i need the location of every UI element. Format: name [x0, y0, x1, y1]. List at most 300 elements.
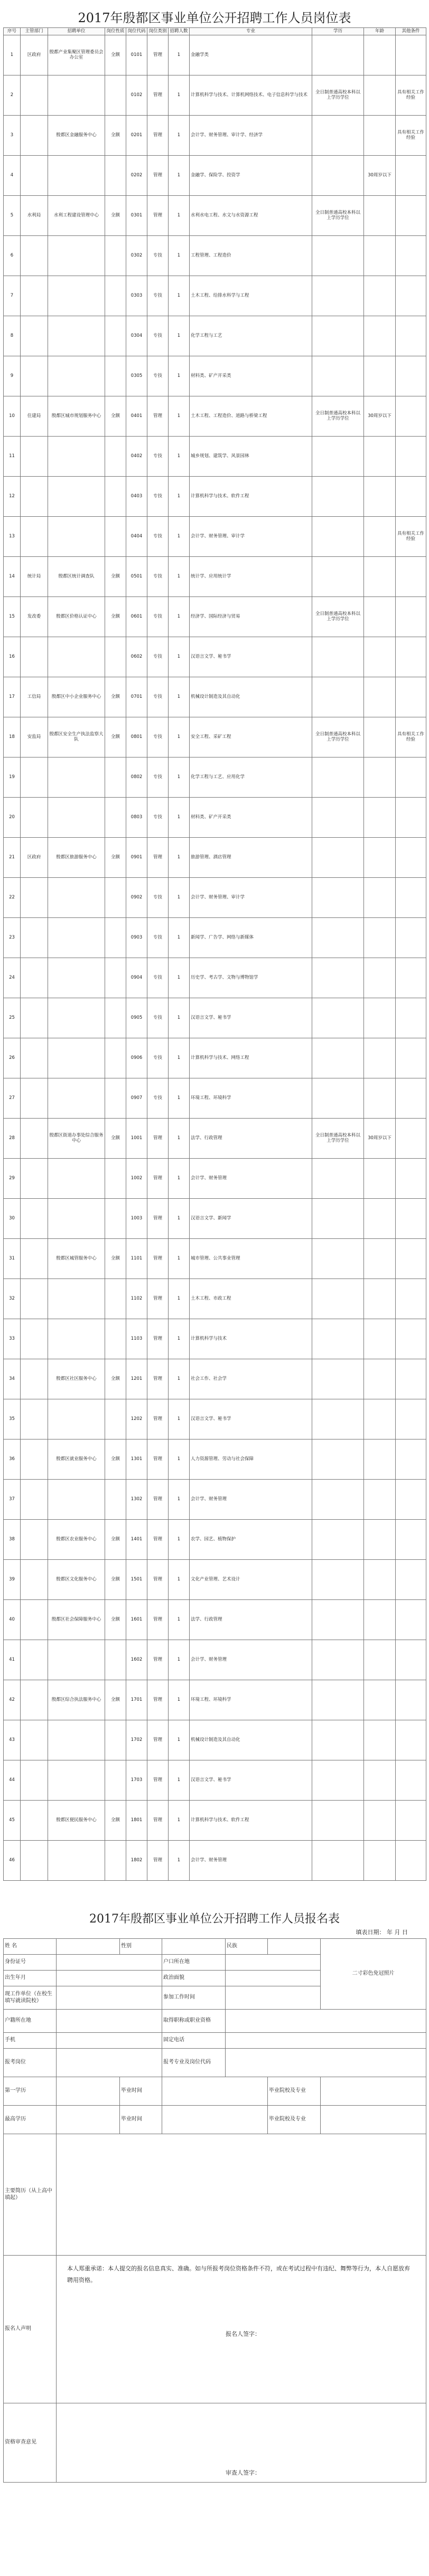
cell-type: 全额 [105, 596, 126, 637]
label-hukou: 户口所在地 [162, 1955, 226, 1971]
cell-code: 1103 [126, 1319, 147, 1359]
cell-type [105, 1479, 126, 1519]
cell-type [105, 1640, 126, 1680]
cell-other [396, 757, 426, 797]
cell-seq: 45 [4, 1800, 21, 1840]
cell-unit [48, 1198, 105, 1238]
cell-unit: 殷都区农业服务中心 [48, 1519, 105, 1559]
cell-num: 1 [169, 1118, 190, 1158]
cell-num: 1 [169, 356, 190, 396]
cell-major: 工程管理、工程造价 [190, 235, 312, 276]
cell-cat: 专技 [147, 958, 169, 998]
cell-dept [21, 1278, 48, 1319]
cell-seq: 6 [4, 235, 21, 276]
cell-edu [312, 1278, 364, 1319]
input-politics[interactable] [226, 1971, 321, 1986]
cell-dept: 水利局 [21, 195, 48, 235]
cell-code: 0302 [126, 235, 147, 276]
cell-num: 1 [169, 1078, 190, 1118]
cell-cat: 管理 [147, 1680, 169, 1720]
cell-cat: 专技 [147, 637, 169, 677]
cell-unit [48, 958, 105, 998]
cell-type: 全额 [105, 1519, 126, 1559]
cell-num: 1 [169, 1198, 190, 1238]
cell-age [364, 75, 396, 115]
cell-num: 1 [169, 316, 190, 356]
cell-edu [312, 677, 364, 717]
cell-unit: 殷都区安全生产执法监察大队 [48, 717, 105, 757]
cell-type [105, 637, 126, 677]
cell-dept [21, 1519, 48, 1559]
cell-major: 金融学、保险学、投资学 [190, 155, 312, 195]
cell-major: 机械设计制造及其自动化 [190, 677, 312, 717]
application-title: 2017年殷都区事业单位公开招聘工作人员报名表 [89, 1912, 340, 1926]
cell-type: 全额 [105, 1359, 126, 1399]
cell-other: 具有相关工作经验 [396, 717, 426, 757]
cell-seq: 19 [4, 757, 21, 797]
cell-edu [312, 998, 364, 1038]
label-work-time: 参加工作时间 [162, 1986, 226, 2010]
cell-unit: 殷都区旅游服务中心 [48, 837, 105, 877]
cell-code: 0102 [126, 75, 147, 115]
cell-type [105, 75, 126, 115]
cell-other [396, 35, 426, 75]
cell-dept [21, 797, 48, 837]
table-row [4, 276, 426, 316]
cell-age [364, 35, 396, 75]
cell-dept [21, 637, 48, 677]
cell-age [364, 1038, 396, 1078]
cell-unit: 殷都区统计调查队 [48, 556, 105, 596]
input-mobile[interactable] [57, 2033, 162, 2049]
cell-cat: 专技 [147, 436, 169, 476]
cell-edu [312, 1399, 364, 1439]
cell-edu: 全日制普通高校本科以上学历学位 [312, 717, 364, 757]
label-review: 资格审查意见 [4, 2403, 57, 2483]
cell-major: 机械设计制造及其自动化 [190, 1720, 312, 1760]
cell-seq: 37 [4, 1479, 21, 1519]
cell-unit [48, 1319, 105, 1359]
cell-major: 会计学、财务管理、审计学 [190, 877, 312, 917]
cell-type [105, 757, 126, 797]
cell-other [396, 637, 426, 677]
cell-dept [21, 1800, 48, 1840]
input-gender[interactable] [162, 1939, 226, 1955]
cell-edu [312, 235, 364, 276]
cell-type [105, 1840, 126, 1880]
cell-seq: 42 [4, 1680, 21, 1720]
table-row [4, 717, 426, 757]
input-grad-school[interactable] [321, 2077, 426, 2106]
cell-other [396, 195, 426, 235]
cell-code: 0401 [126, 396, 147, 436]
cell-unit [48, 1640, 105, 1680]
input-phone[interactable] [226, 2033, 426, 2049]
cell-edu [312, 1599, 364, 1640]
input-name[interactable] [57, 1939, 120, 1955]
label-apply-post: 报考岗位 [4, 2049, 57, 2077]
cell-num: 1 [169, 637, 190, 677]
table-row [4, 757, 426, 797]
cell-other [396, 1599, 426, 1640]
cell-code: 0701 [126, 677, 147, 717]
table-row [4, 958, 426, 998]
cell-num: 1 [169, 797, 190, 837]
cell-num: 1 [169, 1640, 190, 1680]
pledge-cell [57, 2256, 426, 2403]
cell-other [396, 1800, 426, 1840]
pledge-sign: 报名人签字： [226, 2331, 260, 2337]
header-row [4, 28, 426, 35]
table-row [4, 195, 426, 235]
cell-code: 1701 [126, 1680, 147, 1720]
cell-edu [312, 115, 364, 155]
input-grad-school2[interactable] [321, 2106, 426, 2134]
cell-dept [21, 75, 48, 115]
cell-type [105, 1399, 126, 1439]
cell-age [364, 476, 396, 516]
table-row [4, 1399, 426, 1439]
cell-dept [21, 356, 48, 396]
table-row [4, 797, 426, 837]
cell-dept [21, 1198, 48, 1238]
cell-code: 1002 [126, 1158, 147, 1198]
cell-age [364, 877, 396, 917]
cell-unit [48, 356, 105, 396]
cell-code: 0601 [126, 596, 147, 637]
cell-cat: 专技 [147, 757, 169, 797]
cell-type [105, 998, 126, 1038]
cell-unit [48, 917, 105, 958]
label-birth: 出生年月 [4, 1971, 57, 1986]
cell-cat: 管理 [147, 1399, 169, 1439]
cell-unit: 殷都区城管服务中心 [48, 1238, 105, 1278]
cell-unit [48, 797, 105, 837]
cell-age [364, 516, 396, 556]
cell-edu [312, 276, 364, 316]
table-row [4, 1158, 426, 1198]
cell-cat: 专技 [147, 1078, 169, 1118]
input-grad-time[interactable] [162, 2077, 268, 2106]
cell-major: 法学、行政管理 [190, 1599, 312, 1640]
cell-type [105, 958, 126, 998]
table-row [4, 1800, 426, 1840]
cell-cat: 管理 [147, 195, 169, 235]
cell-seq: 25 [4, 998, 21, 1038]
cell-type [105, 797, 126, 837]
input-id[interactable] [57, 1955, 162, 1971]
cell-other: 具有相关工作经验 [396, 115, 426, 155]
cell-seq: 14 [4, 556, 21, 596]
cell-seq: 31 [4, 1238, 21, 1278]
cell-dept [21, 917, 48, 958]
cell-seq: 33 [4, 1319, 21, 1359]
cell-age [364, 1278, 396, 1319]
cell-num: 1 [169, 1359, 190, 1399]
cell-major: 会计学、财务管理、审计学、经济学 [190, 115, 312, 155]
cell-num: 1 [169, 958, 190, 998]
cell-cat: 专技 [147, 677, 169, 717]
cell-unit [48, 998, 105, 1038]
cell-major: 计算机科学与技术 [190, 1319, 312, 1359]
cell-edu [312, 1479, 364, 1519]
cell-seq: 4 [4, 155, 21, 195]
cell-dept: 区政府 [21, 837, 48, 877]
table-row [4, 1078, 426, 1118]
cell-unit [48, 316, 105, 356]
cell-age [364, 596, 396, 637]
cell-num: 1 [169, 1158, 190, 1198]
cell-cat: 管理 [147, 115, 169, 155]
cell-code: 1501 [126, 1559, 147, 1599]
cell-num: 1 [169, 1599, 190, 1640]
cell-dept [21, 757, 48, 797]
input-birth[interactable] [57, 1971, 162, 1986]
cell-unit [48, 757, 105, 797]
cell-edu [312, 316, 364, 356]
table-row [4, 1559, 426, 1599]
cell-code: 1602 [126, 1640, 147, 1680]
input-resume[interactable] [57, 2134, 426, 2256]
cell-major: 会计学、财务管理 [190, 1158, 312, 1198]
cell-major: 统计学、应用统计学 [190, 556, 312, 596]
cell-age [364, 556, 396, 596]
label-politics: 政治面貌 [162, 1971, 226, 1986]
input-post-code[interactable] [226, 2049, 426, 2077]
cell-type [105, 877, 126, 917]
cell-cat: 专技 [147, 998, 169, 1038]
cell-major: 土木工程、市政工程 [190, 1278, 312, 1319]
cell-unit [48, 1038, 105, 1078]
cell-cat: 专技 [147, 797, 169, 837]
cell-major: 历史学、考古学、文物与博物馆学 [190, 958, 312, 998]
table-row [4, 155, 426, 195]
input-top-edu[interactable] [57, 2106, 120, 2134]
input-cert[interactable] [226, 2010, 426, 2033]
table-row [4, 476, 426, 516]
cell-seq: 21 [4, 837, 21, 877]
cell-code: 1202 [126, 1399, 147, 1439]
cell-code: 0202 [126, 155, 147, 195]
cell-major: 计算机科学与技术、计算机网络技术、电子信息科学与技术 [190, 75, 312, 115]
cell-cat: 专技 [147, 516, 169, 556]
cell-seq: 13 [4, 516, 21, 556]
cell-major: 会计学、财务管理 [190, 1640, 312, 1680]
col-age: 年龄 [364, 28, 396, 35]
cell-code: 0305 [126, 356, 147, 396]
cell-major: 文化产业管理、艺术设计 [190, 1559, 312, 1599]
cell-code: 0906 [126, 1038, 147, 1078]
cell-other [396, 1118, 426, 1158]
cell-dept [21, 436, 48, 476]
cell-dept [21, 1118, 48, 1158]
cell-cat: 管理 [147, 1720, 169, 1760]
cell-type [105, 917, 126, 958]
cell-unit [48, 1760, 105, 1800]
cell-other [396, 958, 426, 998]
cell-other [396, 1198, 426, 1238]
cell-type: 全额 [105, 717, 126, 757]
cell-edu [312, 877, 364, 917]
cell-unit [48, 1479, 105, 1519]
cell-major: 环境工程、环境科学 [190, 1680, 312, 1720]
label-first-edu: 第一学历 [4, 2077, 57, 2106]
cell-seq: 46 [4, 1840, 21, 1880]
cell-edu: 全日制普通高校本科以上学历学位 [312, 195, 364, 235]
cell-other [396, 1439, 426, 1479]
cell-code: 0907 [126, 1078, 147, 1118]
cell-num: 1 [169, 155, 190, 195]
cell-major: 会计学、财务管理 [190, 1479, 312, 1519]
cell-other [396, 316, 426, 356]
cell-seq: 26 [4, 1038, 21, 1078]
cell-major: 水利水电工程、水文与水资源工程 [190, 195, 312, 235]
table-row [4, 1760, 426, 1800]
cell-dept [21, 1359, 48, 1399]
cell-unit: 殷都产业集聚区管理委员会办公室 [48, 35, 105, 75]
cell-major: 人力资源管理、劳动与社会保障 [190, 1439, 312, 1479]
cell-other [396, 155, 426, 195]
label-archive: 户籍所在地 [4, 2010, 57, 2033]
label-top-edu: 最高学历 [4, 2106, 57, 2134]
cell-type [105, 1720, 126, 1760]
cell-other [396, 1238, 426, 1278]
cell-other [396, 877, 426, 917]
cell-other [396, 1840, 426, 1880]
cell-cat: 管理 [147, 1319, 169, 1359]
input-grad-time2[interactable] [162, 2106, 268, 2134]
table-row [4, 516, 426, 556]
cell-cat: 专技 [147, 476, 169, 516]
cell-seq: 41 [4, 1640, 21, 1680]
cell-other [396, 1760, 426, 1800]
cell-num: 1 [169, 877, 190, 917]
input-work-unit[interactable] [57, 1986, 162, 2010]
cell-type [105, 155, 126, 195]
cell-seq: 44 [4, 1760, 21, 1800]
cell-age [364, 1680, 396, 1720]
cell-num: 1 [169, 1238, 190, 1278]
cell-other [396, 677, 426, 717]
cell-dept [21, 1720, 48, 1760]
cell-seq: 9 [4, 356, 21, 396]
cell-code: 1401 [126, 1519, 147, 1559]
cell-cat: 专技 [147, 316, 169, 356]
cell-seq: 24 [4, 958, 21, 998]
cell-cat: 管理 [147, 1359, 169, 1399]
cell-seq: 17 [4, 677, 21, 717]
cell-major: 法学、行政管理 [190, 1118, 312, 1158]
cell-seq: 39 [4, 1559, 21, 1599]
cell-cat: 管理 [147, 1158, 169, 1198]
table-row [4, 1640, 426, 1680]
cell-unit: 殷都区社会保障服务中心 [48, 1599, 105, 1640]
cell-seq: 28 [4, 1118, 21, 1158]
cell-seq: 11 [4, 436, 21, 476]
table-row [4, 1278, 426, 1319]
cell-num: 1 [169, 1519, 190, 1559]
review-sign: 审查人签字： [226, 2469, 260, 2477]
input-archive[interactable] [57, 2010, 162, 2033]
cell-num: 1 [169, 235, 190, 276]
input-first-edu[interactable] [57, 2077, 120, 2106]
cell-num: 1 [169, 75, 190, 115]
cell-type: 全额 [105, 195, 126, 235]
cell-unit: 殷都区金融服务中心 [48, 115, 105, 155]
cell-dept [21, 1399, 48, 1439]
cell-num: 1 [169, 1559, 190, 1599]
cell-other: 具有相关工作经验 [396, 75, 426, 115]
cell-major: 经济学、国际经济与贸易 [190, 596, 312, 637]
cell-dept [21, 476, 48, 516]
cell-unit [48, 1399, 105, 1439]
cell-edu [312, 1439, 364, 1479]
input-work-time[interactable] [226, 1986, 321, 2010]
table-row [4, 75, 426, 115]
cell-cat: 管理 [147, 1559, 169, 1599]
cell-code: 1302 [126, 1479, 147, 1519]
table-row [4, 1479, 426, 1519]
cell-major: 汉语言文学、新闻学 [190, 1198, 312, 1238]
cell-age [364, 115, 396, 155]
cell-num: 1 [169, 195, 190, 235]
label-name: 姓 名 [4, 1939, 57, 1955]
input-hukou[interactable] [226, 1955, 321, 1971]
cell-major: 化学工程与工艺、应用化学 [190, 757, 312, 797]
cell-seq: 18 [4, 717, 21, 757]
cell-cat: 专技 [147, 717, 169, 757]
cell-dept [21, 276, 48, 316]
table-row [4, 837, 426, 877]
cell-edu [312, 1720, 364, 1760]
cell-other [396, 1319, 426, 1359]
cell-other [396, 1559, 426, 1599]
cell-cat: 管理 [147, 1198, 169, 1238]
table-row [4, 596, 426, 637]
cell-edu [312, 1840, 364, 1880]
cell-num: 1 [169, 596, 190, 637]
cell-age: 30周岁以下 [364, 396, 396, 436]
cell-num: 1 [169, 837, 190, 877]
cell-code: 0403 [126, 476, 147, 516]
fill-date: 填表日期： 年 月 日 [356, 1929, 408, 1936]
cell-code: 0602 [126, 637, 147, 677]
cell-seq: 30 [4, 1198, 21, 1238]
col-other: 其他条件 [396, 28, 426, 35]
cell-other [396, 1359, 426, 1399]
cell-num: 1 [169, 1319, 190, 1359]
cell-age [364, 1720, 396, 1760]
table-row [4, 1319, 426, 1359]
cell-other [396, 436, 426, 476]
cell-dept [21, 1319, 48, 1359]
cell-seq: 29 [4, 1158, 21, 1198]
input-apply-post[interactable] [57, 2049, 162, 2077]
cell-type [105, 476, 126, 516]
cell-other [396, 1399, 426, 1439]
cell-dept [21, 115, 48, 155]
cell-other [396, 1519, 426, 1559]
input-ethnicity[interactable] [268, 1939, 321, 1955]
cell-edu [312, 917, 364, 958]
cell-edu [312, 1760, 364, 1800]
cell-type: 全额 [105, 1118, 126, 1158]
table-row [4, 877, 426, 917]
cell-num: 1 [169, 717, 190, 757]
table-row [4, 1680, 426, 1720]
cell-type [105, 1760, 126, 1800]
table-row [4, 1359, 426, 1399]
